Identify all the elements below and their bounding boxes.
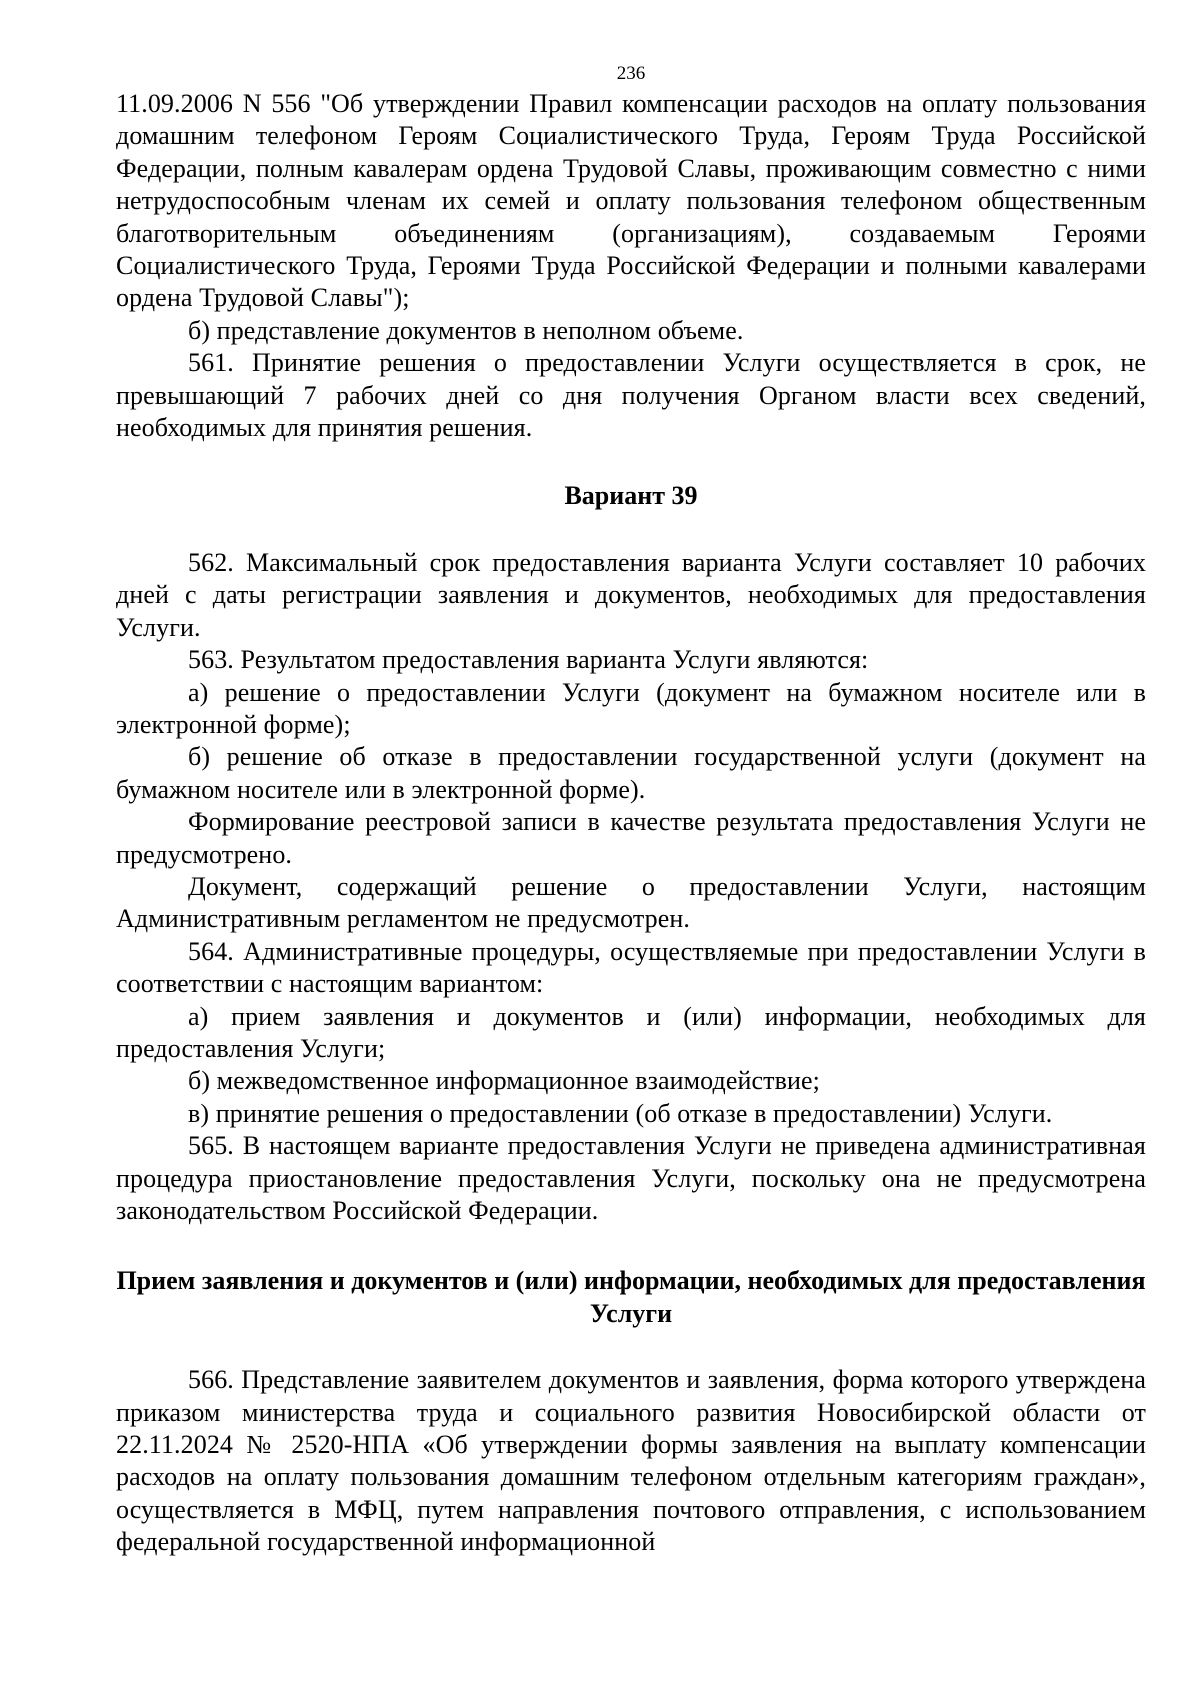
paragraph-566: 566. Представление заявителем документов и заявления, форма которого утверждена приказом министерства труда и социального развития Новосибирской области от 22.11.2024 № 2520-НПА «Об утверждении формы заявления на выплату компенсации расходов на оплату пользования домашним телефоном отдельным категориям граждан», осуществляется в МФЦ, путем направления почтового отправления, с использованием федеральной государственной информационной (116, 1365, 1146, 1557)
paragraph-item-b-incomplete: б) представление документов в неполном объеме. (188, 315, 744, 345)
page-number: 236 (616, 63, 646, 84)
paragraph-563-a: а) решение о предоставлении Услуги (документ на бумажном носителе или в электронной форме); (116, 677, 1146, 739)
paragraph-564-b: б) межведомственное информационное взаимодействие; (188, 1066, 820, 1096)
paragraph-registry-record: Формирование реестровой записи в качестве результата предоставления Услуги не предусмотрено. (116, 807, 1146, 869)
paragraph-decision-document: Документ, содержащий решение о предоставлении Услуги, настоящим Административным регламентом не предусмотрен. (116, 871, 1146, 934)
paragraph-564-c: в) принятие решения о предоставлении (об отказе в предоставлении) Услуги. (188, 1098, 1053, 1128)
paragraph-564-a: а) прием заявления и документов и (или) информации, необходимых для предоставления Услуги; (116, 1001, 1146, 1063)
paragraph-564: 564. Административные процедуры, осуществляемые при предоставлении Услуги в соответствии с настоящим вариантом: (116, 936, 1146, 999)
section-heading-variant-39: Вариант 39 (564, 481, 698, 511)
paragraph-563: 563. Результатом предоставления варианта Услуги являются: (188, 645, 869, 675)
section-heading-reception: Прием заявления и документов и (или) информации, необходимых для предоставления Услуги (116, 1266, 1146, 1328)
document-page (116, 62, 1146, 1559)
paragraph-565: 565. В настоящем варианте предоставления Услуги не приведена административная процедура приостановление предоставления Услуги, поскольку она не предусмотрена законодательством Российской Федерации. (116, 1131, 1146, 1225)
paragraph-intro-continuation: 11.09.2006 N 556 "Об утверждении Правил компенсации расходов на оплату пользования домашним телефоном Героям Социалистического Труда, Героям Труда Российской Федерации, полным кавалерам ордена Трудовой Славы, проживающим совместно с ними нетрудоспособным членам их семей и оплату пользования телефоном общественным благотворительным объединениям (организациям), создаваемым Героями Социалистического Труда, Героями Труда Российской Федерации и полными кавалерами ордена Трудовой Славы"); (116, 89, 1146, 313)
paragraph-561: 561. Принятие решения о предоставлении Услуги осуществляется в срок, не превышающий 7 рабочих дней со дня получения Органом власти всех сведений, необходимых для принятия решения. (116, 348, 1146, 443)
paragraph-563-b: б) решение об отказе в предоставлении государственной услуги (документ на бумажном носителе или в электронной форме). (116, 742, 1146, 804)
paragraph-562: 562. Максимальный срок предоставления варианта Услуги составляет 10 рабочих дней с даты регистрации заявления и документов, необходимых для предоставления Услуги. (116, 547, 1146, 642)
